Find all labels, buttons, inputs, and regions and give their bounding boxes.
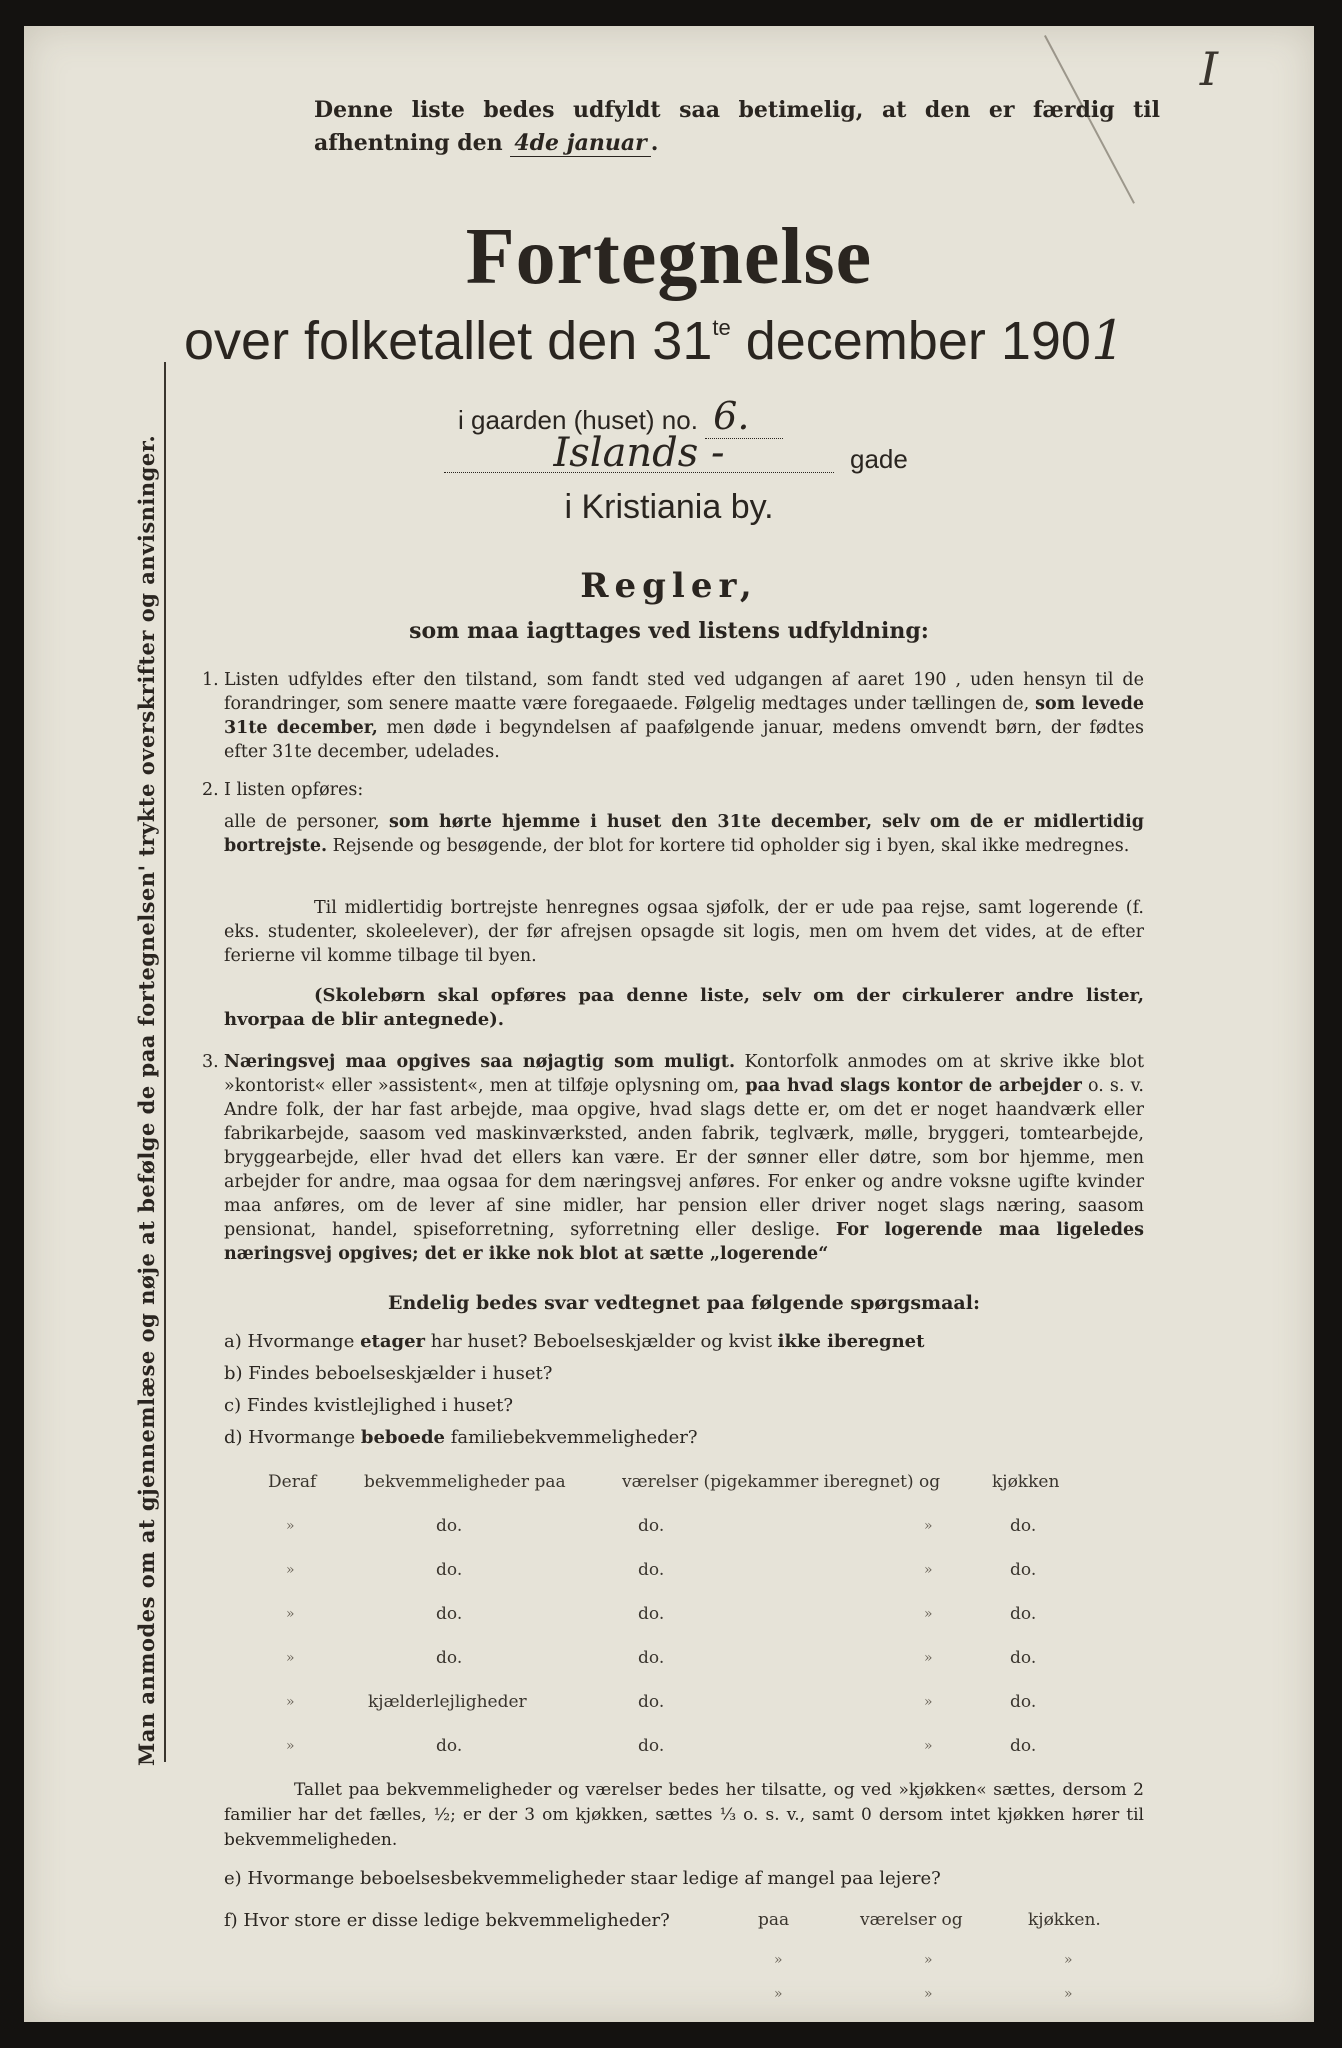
rule-2-text-b: som hørte hjemme i huset den 31te december, selv om de er midlertidig bortrejste.: [224, 812, 1144, 856]
table-header-bekvemmeligheder: bekvemmeligheder paa: [364, 1472, 566, 1492]
rule-2-paragraph-2: Til midlertidig bortrejste henregnes ogsaa sjøfolk, der er ude paa rejse, samt logerende (f. eks. studenter, skoleelever), der før afrejsen opsagde sit logis, men om hvem det vides, at de efter ferierne vil komme tilbage til byen.: [224, 898, 1144, 966]
ditto-mark: »: [774, 1986, 783, 2002]
ditto-mark: »: [924, 1518, 933, 1534]
rule-2-number: 2.: [202, 780, 219, 800]
table-cell: do.: [638, 1604, 665, 1624]
handwritten-house-number: 6.: [705, 394, 783, 439]
questions-heading: Endelig bedes svar vedtegnet paa følgende spørgsmaal:: [388, 1292, 980, 1314]
ditto-mark: »: [924, 1738, 933, 1754]
ditto-mark: »: [286, 1606, 295, 1622]
ditto-mark: »: [286, 1518, 295, 1534]
ditto-mark: »: [286, 1738, 295, 1754]
question-f: [224, 1910, 1144, 1931]
ditto-mark: »: [924, 1562, 933, 1578]
question-a-bold2: ikke iberegnet: [777, 1331, 925, 1352]
rule-2-paragraph-3: (Skolebørn skal opføres paa denne liste, selv om der cirkulerer andre lister, hvorpaa de blir antegnede).: [224, 985, 1144, 1030]
question-e: e) Hvormange beboelsesbekvemmeligheder staar ledige af mangel paa lejere?: [224, 1868, 941, 1889]
street-suffix: gade: [850, 444, 908, 474]
table-cell: do.: [436, 1648, 463, 1668]
question-a-pre: a) Hvormange: [224, 1331, 355, 1352]
rule-3-text-b: Kontorfolk anmodes om at skrive ikke blot »kontorist« eller »assistent«, men at tilføje oplysning om,: [224, 1052, 1144, 1096]
rule-1-text-b: som levede 31te december,: [224, 694, 1144, 738]
rule-3-text-c: paa hvad slags kontor de arbejder: [745, 1076, 1082, 1096]
question-f-vaerelser: værelser og: [860, 1910, 963, 1930]
question-d-post: familiebekvemmeligheder?: [450, 1427, 698, 1448]
rule-3-text-d: o. s. v. Andre folk, der har fast arbejde, maa opgive, hvad slags dette er, om det er noget haandværk eller fabrikarbejde, saasom ved maskinværksted, anden fabrik, teglværk, mølle, bryggeri, tomtearbejde, bryggearbejde, eller hvad det ellers kan være. Er der sønner eller døtre, som bor hjemme, men arbejder for andre, maa ogsaa for dem næringsvej anføres. For enker og andre voksne ugifte kvinder maa anføres, om de lever af sine midler, har pension eller driver noget slags næring, saasom pensionat, handel, spiseforretning, syforretning eller deslige.: [224, 1076, 1144, 1240]
rule-3-text-a: Næringsvej maa opgives saa nøjagtig som muligt.: [224, 1052, 736, 1072]
table-cell: do.: [638, 1736, 665, 1756]
question-f-kjokken: kjøkken.: [1028, 1910, 1101, 1930]
rule-2-intro: [202, 778, 1144, 802]
table-note: Tallet paa bekvemmeligheder og værelser bedes her tilsatte, og ved »kjøkken« sættes, dersom 2 familier har det fælles, ½; er der 3 om kjøkken, sættes ⅓ o. s. v., samt 0 dersom intet kjøkken hører til bekvemmeligheden.: [224, 1780, 1144, 1850]
rule-3: [202, 1050, 1144, 1266]
rule-2-text-a: alle de personer,: [224, 812, 380, 832]
rule-2-intro-text: I listen opføres:: [224, 780, 364, 800]
table-cell: kjælderlejligheder: [368, 1692, 527, 1712]
corner-roman-numeral: I: [1199, 42, 1219, 96]
street-line: [444, 430, 944, 482]
intro-instruction: [314, 94, 1160, 160]
rule-2-text-c: Rejsende og besøgende, der blot for kortere tid opholder sig i byen, skal ikke medregnes.: [332, 836, 1130, 856]
question-f-paa: paa: [758, 1910, 790, 1930]
ditto-mark: »: [924, 1952, 933, 1968]
table-header-vaerelser: værelser (pigekammer iberegnet) og: [622, 1472, 941, 1492]
side-instruction-note: Man anmodes om at gjennemlæse og nøje at befølge de paa fortegnelsen' trykte overskrifter og anvisninger.: [134, 434, 159, 1766]
ditto-mark: »: [924, 1606, 933, 1622]
ditto-mark: »: [1064, 1986, 1073, 2002]
question-c: c) Findes kvistlejlighed i huset?: [224, 1395, 514, 1416]
rules-title: Regler,: [580, 566, 758, 606]
rule-3-number: 3.: [202, 1052, 219, 1072]
subtitle-month-year: december 190: [730, 311, 1091, 371]
ditto-mark: »: [924, 1986, 933, 2002]
rule-2-body: [224, 810, 1144, 858]
table-cell: do.: [436, 1736, 463, 1756]
rule-1-text-c: men døde i begyndelsen af paafølgende januar, medens omvendt børn, der fødtes efter 31te december, udelades.: [224, 718, 1144, 762]
table-cell: do.: [436, 1604, 463, 1624]
ditto-mark: »: [286, 1562, 295, 1578]
question-d-pre: d) Hvormange: [224, 1427, 356, 1448]
table-cell: do.: [1010, 1516, 1037, 1536]
form-title: Fortegnelse: [465, 213, 873, 301]
table-cell: do.: [638, 1560, 665, 1580]
ditto-mark: »: [1064, 1952, 1073, 1968]
question-a-bold1: etager: [360, 1331, 426, 1352]
question-a: [224, 1331, 1144, 1352]
handwritten-year-digit: 1: [1090, 309, 1126, 372]
table-cell: do.: [638, 1648, 665, 1668]
table-cell: do.: [638, 1516, 665, 1536]
question-d-bold: beboede: [360, 1427, 446, 1448]
rule-1-text-a: Listen udfyldes efter den tilstand, som fandt sted ved udgangen af aaret 190 , uden hensyn til de forandringer, som senere maatte være foregaaede. Følgelig medtages under tællingen de,: [224, 670, 1144, 714]
table-cell: do.: [436, 1560, 463, 1580]
table-cell: do.: [436, 1516, 463, 1536]
question-b: b) Findes beboelseskjælder i huset?: [224, 1363, 553, 1384]
rule-1: [202, 668, 1144, 764]
table-header-kjokken: kjøkken: [992, 1472, 1060, 1492]
ditto-mark: »: [924, 1694, 933, 1710]
table-cell: do.: [638, 1692, 665, 1712]
table-header-deraf: Deraf: [268, 1472, 317, 1492]
census-form-page: [24, 26, 1314, 2022]
question-f-text: f) Hvor store er disse ledige bekvemmeligheder?: [224, 1910, 670, 1931]
table-cell: do.: [1010, 1692, 1037, 1712]
question-a-mid: har huset? Beboelseskjælder og kvist: [430, 1331, 772, 1352]
intro-date: 4de januar: [510, 130, 650, 157]
form-subtitle: [184, 309, 1184, 372]
intro-text: Denne liste bedes udfyldt saa betimelig, at den er færdig til afhentning den: [314, 97, 1160, 156]
table-cell: do.: [1010, 1604, 1037, 1624]
table-cell: do.: [1010, 1736, 1037, 1756]
subtitle-sup: te: [712, 315, 731, 340]
ditto-mark: »: [286, 1694, 295, 1710]
subtitle-text: over folketallet den 31: [184, 311, 713, 371]
house-label: i gaarden (huset) no.: [458, 405, 698, 435]
question-d: [224, 1427, 1144, 1448]
ditto-mark: »: [286, 1650, 295, 1666]
city-line: i Kristiania by.: [564, 488, 774, 526]
intro-end: .: [650, 130, 659, 156]
table-cell: do.: [1010, 1560, 1037, 1580]
handwritten-street-name: Islands -: [444, 430, 834, 473]
ditto-mark: »: [924, 1650, 933, 1666]
table-cell: do.: [1010, 1648, 1037, 1668]
ditto-mark: »: [774, 1952, 783, 1968]
rule-1-number: 1.: [202, 670, 219, 690]
rule-3-text-e: For logerende maa ligeledes næringsvej opgives; det er ikke nok blot at sætte „logerende“: [224, 1220, 1144, 1264]
rules-subtitle: som maa iagttages ved listens udfyldning:: [409, 618, 929, 644]
